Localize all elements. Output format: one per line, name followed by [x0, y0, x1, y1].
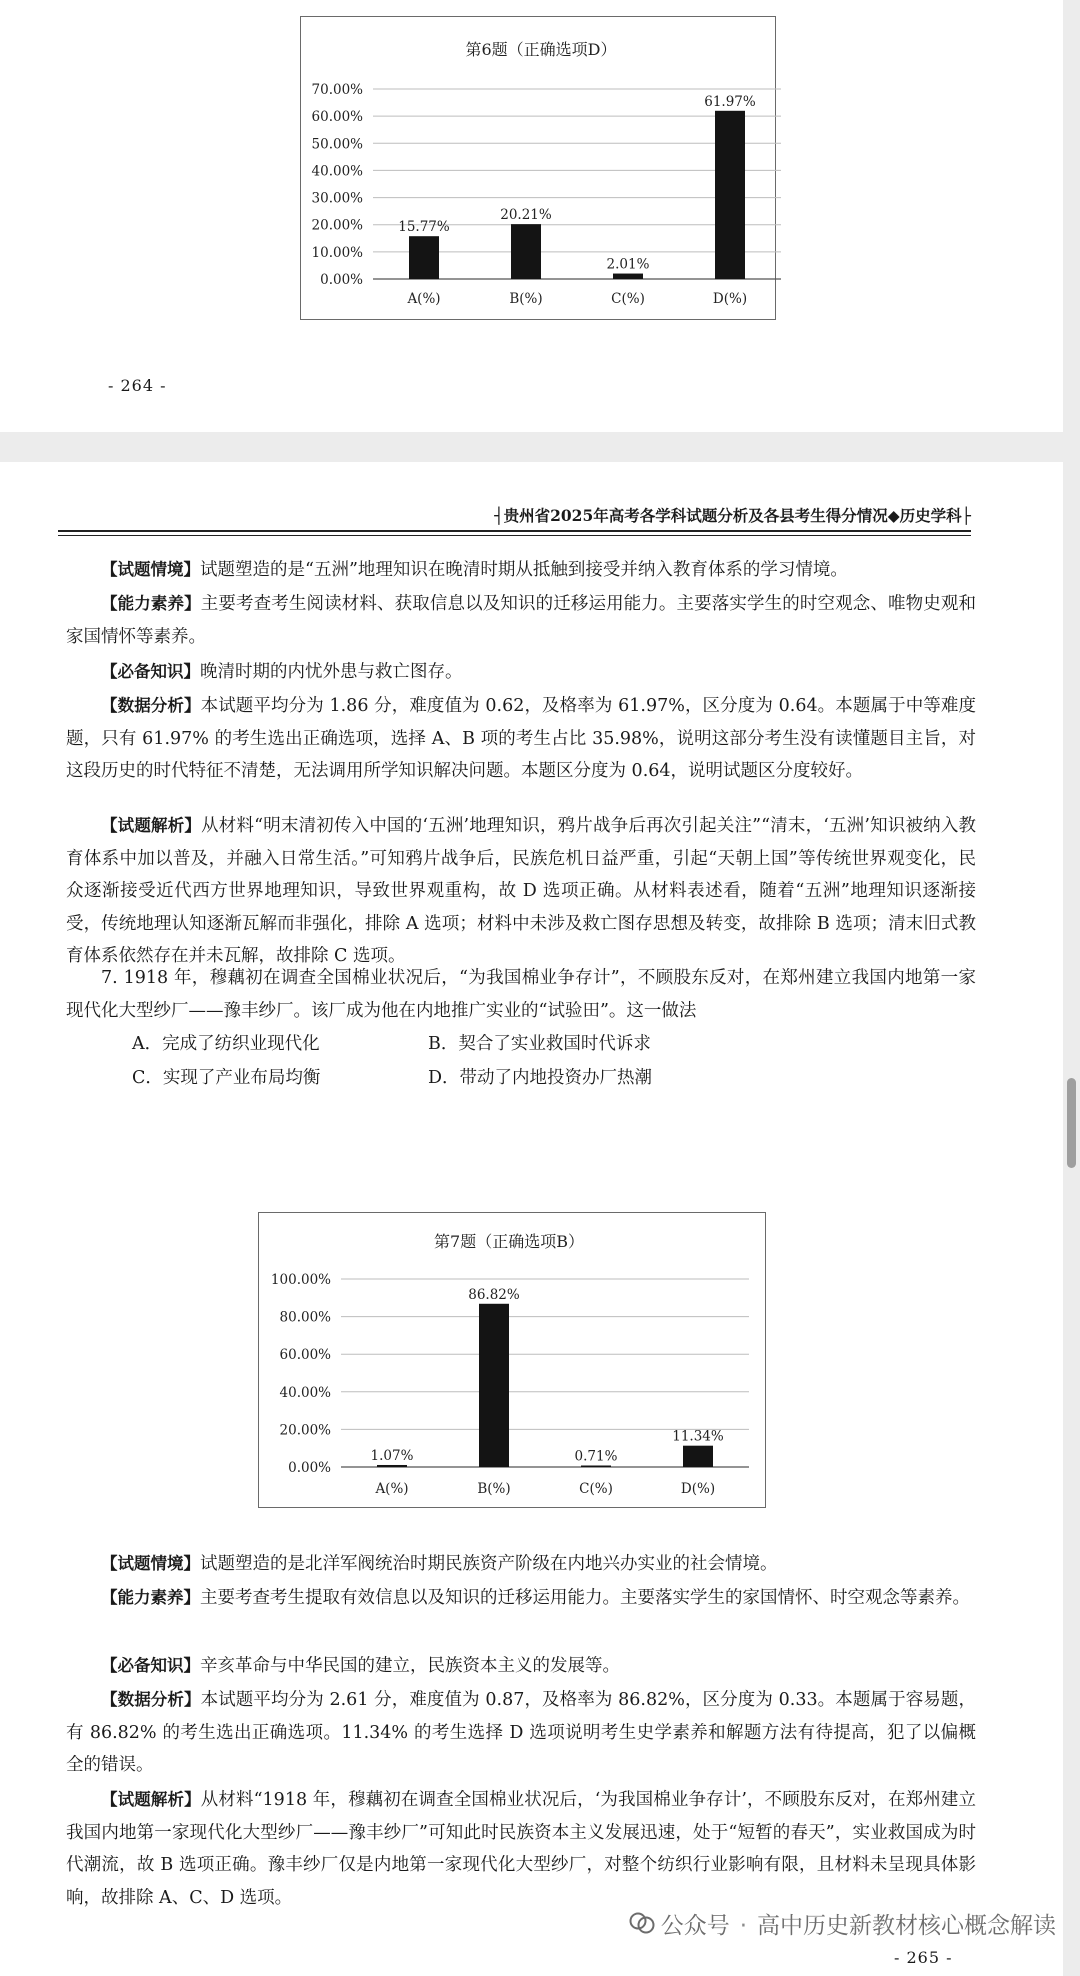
q7-option-c: C．实现了产业布局均衡 — [132, 1068, 321, 1088]
wechat-account-icon — [629, 1912, 655, 1940]
data-label: 20.21% — [500, 207, 552, 224]
tag-label: 【能力素养】 — [101, 594, 201, 613]
category-label: B(%) — [509, 291, 543, 307]
bar — [377, 1465, 407, 1467]
tag-label: 【试题情境】 — [101, 1554, 200, 1573]
q6-data-analysis — [66, 690, 976, 788]
y-tick-label: 20.00% — [279, 1422, 331, 1439]
q7-stem: 7. 1918 年，穆藕初在调查全国棉业状况后，“为我国棉业争存计”，不顾股东反对，在郑州建立我国内地第一家现代化大型纱厂——豫丰纱厂。该厂成为他在内地推广实业的“试验田”。这一做法 — [66, 968, 976, 1021]
header-rule-thin — [58, 535, 971, 536]
paragraph-text: 晚清时期的内忧外患与救亡图存。 — [200, 662, 463, 682]
paragraph-text: 本试题平均分为 1.86 分，难度值为 0.62，及格率为 61.97%，区分度为 0.64。本题属于中等难度题，只有 61.97% 的考生选出正确选项，选择 A、B 项的考生占比 35.98%，说明这部分考生没有读懂题目主旨，对这段历史的时代特征不清楚，无法调用所学知识解决问题。本题区分度为 0.64，说明试题区分度较好。 — [66, 696, 976, 781]
wechat-watermark — [629, 1907, 1056, 1941]
chart-6-svg — [301, 17, 775, 319]
category-label: C(%) — [611, 291, 645, 307]
category-label: A(%) — [407, 291, 441, 307]
y-tick-label: 80.00% — [279, 1309, 331, 1326]
paragraph-text: 本试题平均分为 2.61 分，难度值为 0.87，及格率为 86.82%，区分度为 0.33。本题属于容易题，有 86.82% 的考生选出正确选项。11.34% 的考生选择 D 选项说明考生史学素养和解题方法有待提高，犯了以偏概全的错误。 — [66, 1690, 976, 1775]
tag-label: 【必备知识】 — [101, 662, 200, 681]
header-rule-thick — [58, 530, 971, 532]
tag-label: 【数据分析】 — [101, 1690, 201, 1709]
q7-option-b: B．契合了实业救国时代诉求 — [428, 1034, 651, 1054]
data-label: 15.77% — [398, 219, 450, 236]
page-number-264: - 264 - — [108, 376, 167, 395]
y-tick-label: 60.00% — [311, 109, 363, 126]
tag-label: 【必备知识】 — [101, 1656, 200, 1675]
q6-ability — [66, 588, 976, 653]
y-tick-label: 50.00% — [311, 136, 363, 153]
bar — [511, 224, 541, 279]
tag-label: 【能力素养】 — [101, 1588, 200, 1607]
watermark-separator: · — [739, 1912, 747, 1939]
tag-label: 【试题情境】 — [101, 560, 200, 579]
running-header: ┤贵州省2025年高考各学科试题分析及各县考生得分情况◆历史学科├ — [494, 506, 971, 525]
q6-scenario — [66, 554, 976, 587]
data-label: 0.71% — [574, 1448, 618, 1465]
category-label: C(%) — [579, 1481, 613, 1497]
tag-label: 【数据分析】 — [101, 696, 201, 715]
chart-7-svg — [259, 1213, 765, 1507]
page-264 — [0, 0, 1063, 432]
paragraph-text: 主要考查考生提取有效信息以及知识的迁移运用能力。主要落实学生的家国情怀、时空观念等素养。 — [200, 1588, 970, 1608]
category-label: D(%) — [712, 291, 748, 307]
category-label: D(%) — [680, 1481, 716, 1497]
y-tick-label: 60.00% — [279, 1347, 331, 1364]
bar — [683, 1446, 713, 1467]
y-tick-label: 100.00% — [270, 1272, 331, 1288]
y-tick-label: 40.00% — [279, 1384, 331, 1401]
tag-label: 【试题解析】 — [101, 1790, 201, 1809]
tag-label: 【试题解析】 — [101, 816, 202, 835]
q7-ability — [66, 1582, 976, 1615]
bar — [613, 274, 643, 279]
y-tick-label: 0.00% — [288, 1460, 331, 1476]
q7-option-d: D．带动了内地投资办厂热潮 — [428, 1068, 653, 1088]
paragraph-text: 主要考查考生阅读材料、获取信息以及知识的迁移运用能力。主要落实学生的时空观念、唯物史观和家国情怀等素养。 — [66, 594, 977, 647]
paragraph-text: 辛亥革命与中华民国的建立，民族资本主义的发展等。 — [200, 1656, 620, 1676]
data-label: 2.01% — [606, 256, 650, 273]
category-label: A(%) — [375, 1481, 409, 1497]
q6-explanation — [66, 810, 976, 973]
y-tick-label: 40.00% — [311, 163, 363, 180]
category-label: B(%) — [477, 1481, 511, 1497]
chart-title: 第7题（正确选项B） — [434, 1232, 584, 1251]
data-label: 11.34% — [672, 1428, 724, 1445]
scrollbar-thumb[interactable] — [1067, 1078, 1076, 1168]
paragraph-text: 试题塑造的是“五洲”地理知识在晚清时期从抵触到接受并纳入教育体系的学习情境。 — [200, 560, 848, 580]
bar — [581, 1466, 611, 1468]
paragraph-text: 从材料“1918 年，穆藕初在调查全国棉业状况后，‘为我国棉业争存计’，不顾股东反对，在郑州建立我国内地第一家现代化大型纱厂——豫丰纱厂”可知此时民族资本主义发展迅速，处于“短暂的春天”，实业救国成为时代潮流，故 B 选项正确。豫丰纱厂仅是内地第一家现代化大型纱厂，对整个纺织行业影响有限，且材料未呈现具体影响，故排除 A、C、D 选项。 — [66, 1790, 977, 1908]
q6-knowledge — [66, 656, 976, 689]
q7-scenario — [66, 1548, 976, 1581]
paragraph-text: 从材料“明末清初传入中国的‘五洲’地理知识，鸦片战争后再次引起关注”“清末，‘五洲’知识被纳入教育体系中加以普及，并融入日常生活。”可知鸦片战争后，民族危机日益严重，引起“天朝上国”等传统世界观变化，民众逐渐接受近代西方世界地理知识，导致世界观重构，故 D 选项正确。从材料表述看，随着“五洲”地理知识逐渐接受，传统地理认知逐渐瓦解而非强化，排除 A 选项；材料中未涉及救亡图存思想及转变，故排除 B 选项；清末旧式教育体系依然存在并未瓦解，故排除 C 选项。 — [66, 816, 977, 966]
paragraph-text: 试题塑造的是北洋军阀统治时期民族资产阶级在内地兴办实业的社会情境。 — [200, 1554, 778, 1574]
watermark-account-name: 高中历史新教材核心概念解读 — [757, 1912, 1056, 1939]
bar — [715, 111, 745, 279]
chart-question-7 — [258, 1212, 766, 1508]
chart-question-6 — [300, 16, 776, 320]
y-tick-label: 70.00% — [311, 82, 363, 98]
watermark-prefix: 公众号 — [660, 1912, 730, 1939]
y-tick-label: 30.00% — [311, 190, 363, 207]
data-label: 61.97% — [704, 93, 756, 110]
q7-data-analysis — [66, 1684, 976, 1782]
bar — [409, 236, 439, 279]
y-tick-label: 0.00% — [320, 272, 363, 288]
y-tick-label: 20.00% — [311, 217, 363, 234]
q7-option-a: A．完成了纺织业现代化 — [132, 1034, 320, 1054]
chart-title: 第6题（正确选项D） — [465, 40, 617, 59]
page-number-265: - 265 - — [894, 1948, 953, 1967]
data-label: 86.82% — [468, 1286, 520, 1303]
q7-explanation — [66, 1784, 976, 1914]
bar — [479, 1304, 509, 1467]
y-tick-label: 10.00% — [311, 244, 363, 261]
page-265 — [0, 462, 1063, 1976]
data-label: 1.07% — [370, 1447, 414, 1464]
q7-knowledge — [66, 1650, 976, 1683]
